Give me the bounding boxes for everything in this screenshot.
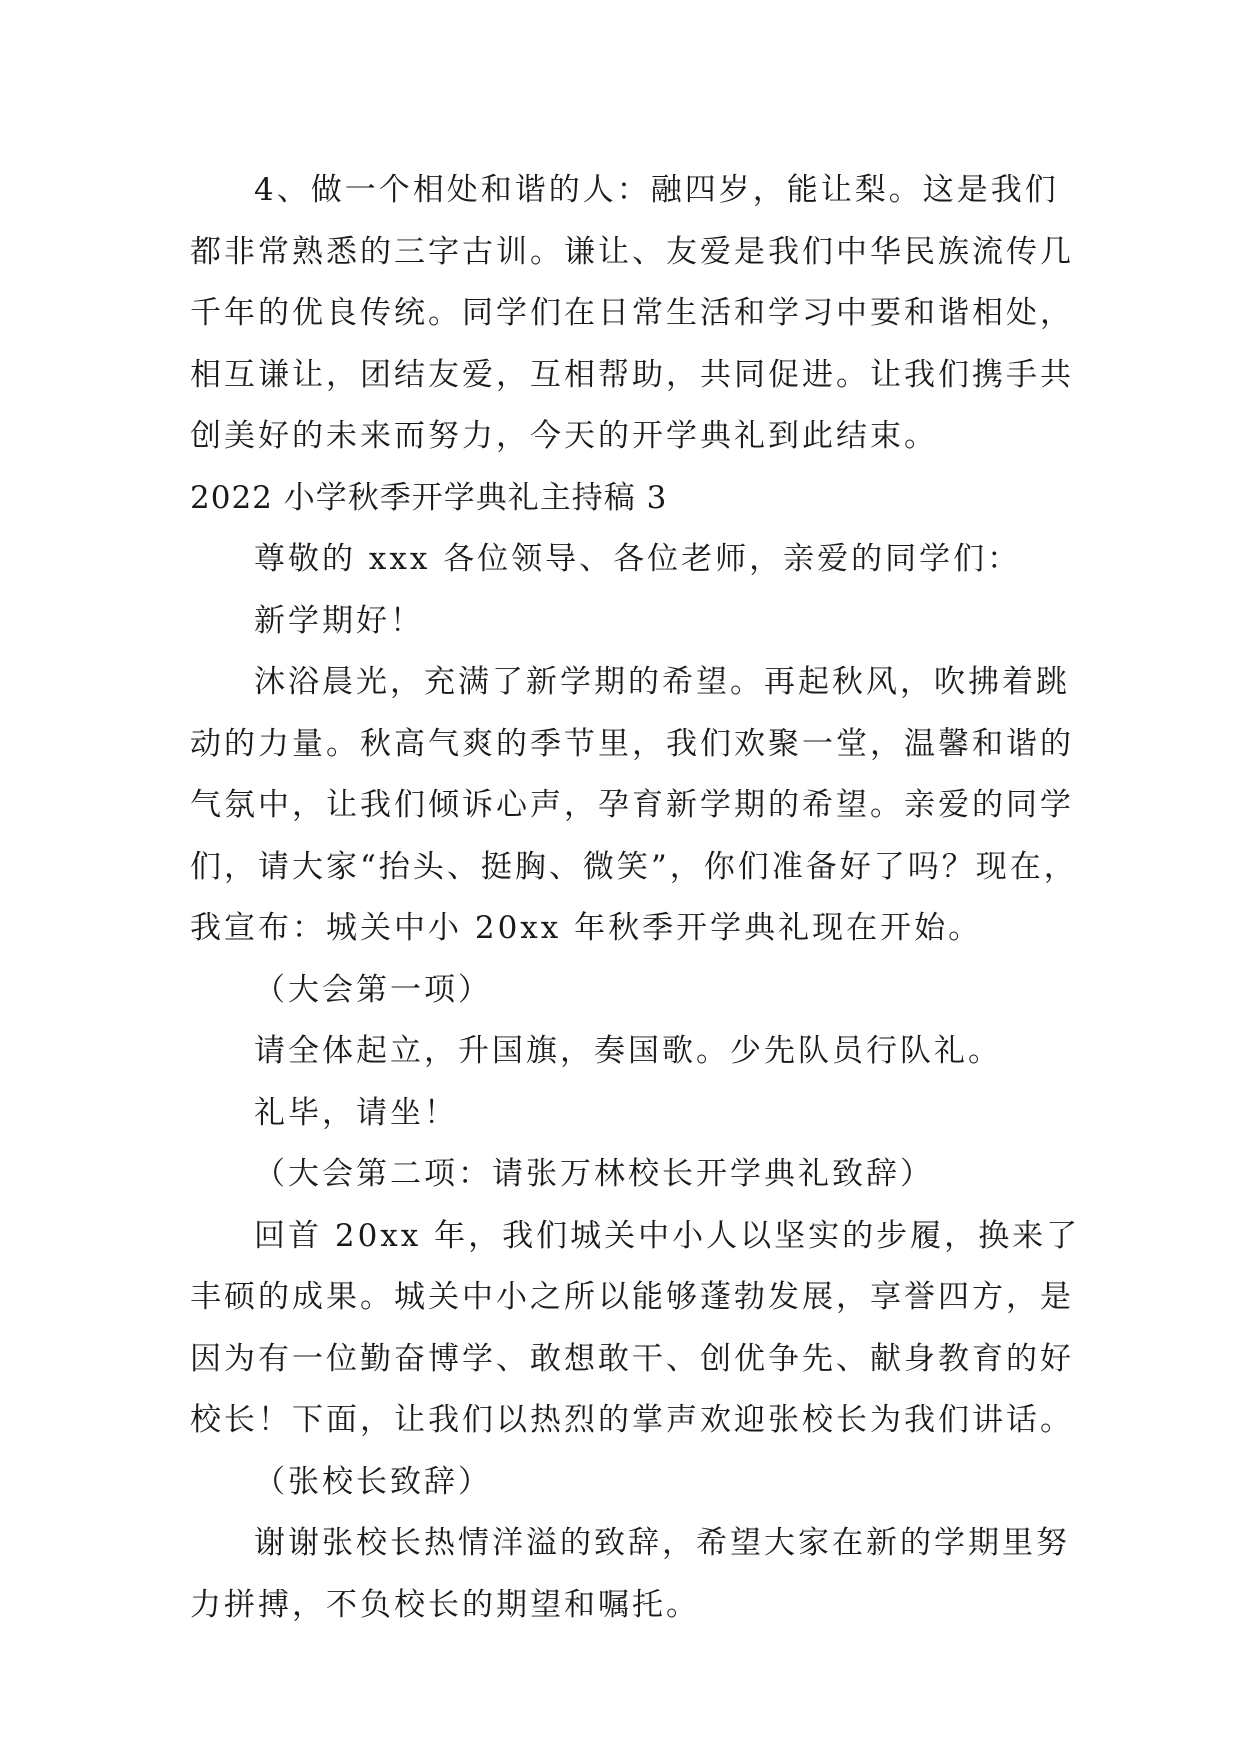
- paragraph-line: 回首 20xx 年，我们城关中小人以坚实的步履，换来了: [254, 1217, 1081, 1254]
- paragraph-line: 4、做一个相处和谐的人：融四岁，能让梨。这是我们: [254, 172, 1059, 208]
- paragraph-line: （张校长致辞）: [254, 1463, 492, 1500]
- paragraph-line: 因为有一位勤奋博学、敢想敢干、创优争先、献身教育的好: [190, 1340, 1074, 1377]
- paragraph-line: 沐浴晨光，充满了新学期的希望。再起秋风，吹拂着跳: [254, 664, 1070, 700]
- paragraph-line: 谢谢张校长热情洋溢的致辞，希望大家在新的学期里努: [254, 1525, 1070, 1561]
- paragraph-line: 礼毕，请坐！: [254, 1094, 458, 1131]
- paragraph-line: 们，请大家“抬头、挺胸、微笑”，你们准备好了吗？现在，: [190, 848, 1078, 885]
- paragraph-line: 相互谦让，团结友爱，互相帮助，共同促进。让我们携手共: [190, 356, 1074, 393]
- document-body: [190, 160, 1081, 1636]
- paragraph-line: 请全体起立，升国旗，奏国歌。少先队员行队礼。: [254, 1033, 1002, 1069]
- paragraph-line: 尊敬的 xxx 各位领导、各位老师，亲爱的同学们：: [254, 541, 1022, 577]
- paragraph-line: （大会第二项：请张万林校长开学典礼致辞）: [254, 1156, 934, 1192]
- paragraph-line: 力拼搏，不负校长的期望和嘱托。: [190, 1586, 700, 1623]
- paragraph-line: 都非常熟悉的三字古训。谦让、友爱是我们中华民族流传几: [190, 233, 1074, 270]
- paragraph-line: 丰硕的成果。城关中小之所以能够蓬勃发展，享誉四方，是: [190, 1279, 1074, 1315]
- paragraph-line: 创美好的未来而努力，今天的开学典礼到此结束。: [190, 418, 938, 454]
- paragraph-line: 校长！下面，让我们以热烈的掌声欢迎张校长为我们讲话。: [190, 1402, 1074, 1438]
- paragraph-line: 动的力量。秋高气爽的季节里，我们欢聚一堂，温馨和谐的: [190, 725, 1074, 762]
- paragraph-line: 我宣布：城关中小 20xx 年秋季开学典礼现在开始。: [190, 910, 983, 946]
- paragraph-line: 千年的优良传统。同学们在日常生活和学习中要和谐相处，: [190, 295, 1074, 331]
- paragraph-line: 新学期好！: [254, 602, 424, 639]
- paragraph-line: 气氛中，让我们倾诉心声，孕育新学期的希望。亲爱的同学: [190, 787, 1074, 823]
- section-heading: 2022 小学秋季开学典礼主持稿 3: [190, 479, 668, 516]
- paragraph-line: （大会第一项）: [254, 971, 492, 1008]
